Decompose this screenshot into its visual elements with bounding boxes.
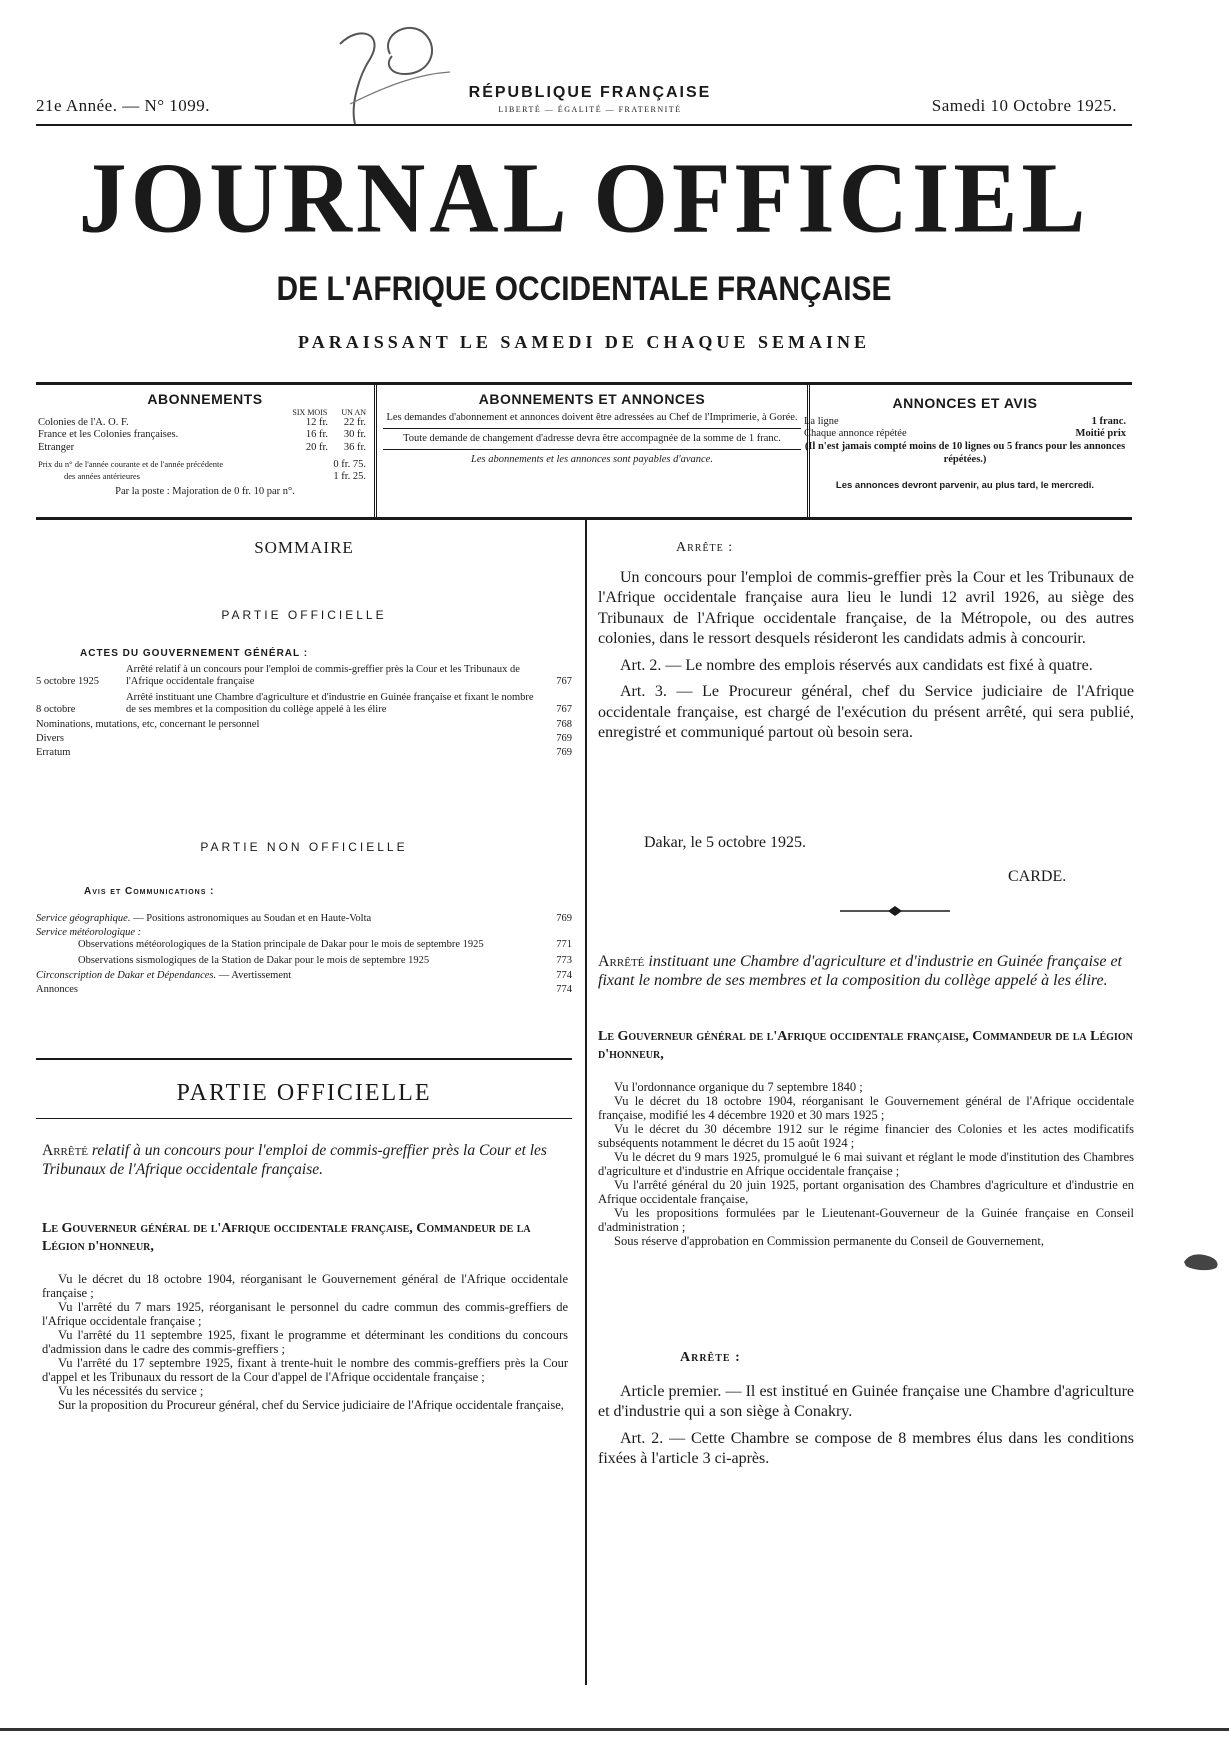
vu-item: Vu l'arrêté du 11 septembre 1925, fixant le programme et déterminant les conditions du concours d'admission dans le cadre des commis-greffiers ; xyxy=(42,1328,568,1356)
toc-text: Observations sismologiques de la Station de Dakar pour le mois de septembre 1925 xyxy=(78,955,430,967)
rate-an: 36 fr. xyxy=(343,441,366,453)
divider xyxy=(383,449,801,450)
rate-label: Étranger xyxy=(38,441,75,453)
vu-list xyxy=(42,1272,568,1412)
governor-preamble-2: Le Gouverneur général de l'Afrique occidentale française, Commandeur de la Légion d'honneur, xyxy=(598,1029,1133,1063)
toc-page: 769 xyxy=(556,746,572,758)
abonnements-annonces-heading: ABONNEMENTS ET ANNONCES xyxy=(478,391,706,407)
toc-service-label: Service géographique. xyxy=(36,913,131,924)
toc-line xyxy=(36,718,572,732)
arrete2-lead: Arrêté xyxy=(598,953,645,970)
rate-headers xyxy=(36,408,374,417)
meteo-label: Service météorologique : xyxy=(36,926,142,938)
price-row xyxy=(36,459,374,471)
toc-page: 768 xyxy=(556,719,572,731)
vu-item: Vu l'arrêté général du 20 juin 1925, portant organisation des Chambres d'agriculture et d'industrie en Afrique occidentale française, xyxy=(598,1178,1134,1206)
vu-item: Vu le décret du 18 octobre 1904, réorganisant le Gouvernement général de l'Afrique occidentale française ; xyxy=(42,1272,568,1300)
address-note: Les demandes d'abonnement et annonces doivent être adressées au Chef de l'Imprimerie, à Gorée. xyxy=(386,411,798,423)
article-paragraph: Un concours pour l'emploi de commis-greffier près la Cour et les Tribunaux de l'Afrique occidentale française aura lieu le lundi 12 avril 1926, au siège des Tribunaux de l'Afrique occidentale française, de la Métropole, ou des autres colonies, dans le ressort desquels résideront les candidats admis à concourir. xyxy=(598,569,1134,648)
journal-tagline: PARAISSANT LE SAMEDI DE CHAQUE SEMAINE xyxy=(298,332,870,352)
rate-label: France et les Colonies françaises. xyxy=(38,429,179,441)
toc-partie-non-officielle: PARTIE NON OFFICIELLE xyxy=(200,840,408,854)
toc-line xyxy=(36,732,572,746)
article-paragraph: Art. 3. — Le Procureur général, chef du Service judiciaire de l'Afrique occidentale française, est chargé de l'exécution du présent arrêté, qui sera publié, enregistré et communiqué partout où besoin sera. xyxy=(598,683,1134,742)
un-an-header: UN AN xyxy=(341,407,366,417)
vu-item: Vu le décret du 9 mars 1925, promulgué le 6 mai suivant et réglant le mode d'institution des Chambres d'agriculture et d'industrie en Afrique occidentale française ; xyxy=(598,1150,1134,1178)
arrete1-title-text: relatif à un concours pour l'emploi de commis-greffier près la Cour et les Tribunaux de l'Afrique occidentale française. xyxy=(42,1142,547,1178)
edition-number: 21e Année. — N° 1099. xyxy=(36,96,211,115)
toc-page: 769 xyxy=(556,732,572,744)
toc-line xyxy=(36,912,572,926)
price-value: 1 fr. 25. xyxy=(333,471,366,483)
arrete2-title xyxy=(598,952,1134,990)
page-bottom-edge xyxy=(0,1728,1229,1731)
toc-line xyxy=(36,969,572,983)
toc-page: 771 xyxy=(556,939,572,951)
arrete2-title-text: instituant une Chambre d'agriculture et d'industrie en Guinée française et fixant le nombre de ses membres et la composition du collège appelé à les élire. xyxy=(598,953,1122,990)
toc-text: Nominations, mutations, etc, concernant le personnel xyxy=(36,719,260,731)
deadline-note: Les annonces devront parvenir, au plus tard, le mercredi. xyxy=(835,480,1095,492)
vu-item: Vu l'arrêté du 17 septembre 1925, fixant à trente-huit le nombre des commis-greffiers près la Cour d'appel et les Tribunaux du ressort de la Cour d'appel de l'Afrique occidentale française ; xyxy=(42,1356,568,1384)
line-value: 1 franc. xyxy=(1091,415,1126,427)
rate-six: 16 fr. xyxy=(305,429,328,441)
republic-motto: LIBERTÉ — ÉGALITÉ — FRATERNITÉ xyxy=(498,105,682,114)
rate-label: Colonies de l'A. O. F. xyxy=(38,416,129,428)
arrete1-body xyxy=(598,568,1134,750)
arrete-label-2: Arrête : xyxy=(680,1350,741,1365)
annonces-note: (Il n'est jamais compté moins de 10 lignes ou 5 francs pour les annonces répétées.) xyxy=(804,441,1126,465)
vu-list-2 xyxy=(598,1080,1134,1248)
toc-partie-officielle: PARTIE OFFICIELLE xyxy=(221,608,387,622)
toc-text: — Positions astronomiques au Soudan et en Haute-Volta xyxy=(130,913,372,924)
rate-row xyxy=(36,429,374,441)
arrete-label: Arrête : xyxy=(676,540,734,555)
republic-label: RÉPUBLIQUE FRANÇAISE xyxy=(468,84,712,101)
vu-item: Vu les propositions formulées par le Lieutenant-Gouverneur de la Guinée française en Conseil d'administration ; xyxy=(598,1206,1134,1234)
toc-text: — Avertissement xyxy=(216,970,292,982)
column-divider xyxy=(585,520,587,1685)
signature: CARDE. xyxy=(1008,868,1067,885)
toc-page: 767 xyxy=(556,704,572,716)
rate-row xyxy=(36,417,374,429)
six-mois-header: SIX MOIS xyxy=(292,407,328,417)
place-date: Dakar, le 5 octobre 1925. xyxy=(644,834,806,851)
section-rule xyxy=(36,1118,572,1119)
handwritten-annotation xyxy=(330,14,460,134)
arrete2-articles xyxy=(598,1382,1134,1476)
toc-date: 8 octobre xyxy=(36,704,76,716)
article-paragraph: Art. 2. — Le nombre des emplois réservés aux candidats est fixé à quatre. xyxy=(620,656,1093,674)
partie-officielle-heading: PARTIE OFFICIELLE xyxy=(176,1080,432,1106)
abonnements-column xyxy=(36,385,377,517)
annonces-column xyxy=(798,385,1132,517)
rate-six: 20 fr. xyxy=(305,441,328,453)
article-paragraph: Art. 2. — Cette Chambre se compose de 8 membres élus dans les conditions fixées à l'article 3 ci-après. xyxy=(598,1429,1134,1468)
toc-service-label: Circonscription de Dakar et Dépendances. xyxy=(36,970,217,982)
non-officielle-entries xyxy=(36,912,572,997)
repeat-value: Moitié prix xyxy=(1075,427,1126,439)
annonces-heading: ANNONCES ET AVIS xyxy=(892,395,1038,411)
vu-item: Sous réserve d'approbation en Commission permanente du Conseil de Gouvernement, xyxy=(614,1234,1044,1248)
toc-entry xyxy=(36,664,572,688)
avis-heading: Avis et Communications : xyxy=(84,886,215,897)
issue-date: Samedi 10 Octobre 1925. xyxy=(931,96,1117,115)
vu-item: Vu le décret du 30 décembre 1912 sur le régime financier des Colonies et les actes modificatifs subséquents notamment le décret du 15 août 1924 ; xyxy=(598,1122,1134,1150)
header-rule xyxy=(36,124,1132,126)
abonnements-heading: ABONNEMENTS xyxy=(147,391,263,407)
line-label: La ligne xyxy=(804,415,839,427)
rate-six: 12 fr. xyxy=(305,416,328,428)
vu-item: Vu l'arrêté du 7 mars 1925, réorganisant le personnel du cadre commun des commis-greffiers de l'Afrique occidentale française ; xyxy=(42,1300,568,1328)
repeat-price-row xyxy=(798,428,1132,440)
toc-line xyxy=(36,746,572,760)
journal-subtitle: DE L'AFRIQUE OCCIDENTALE FRANÇAISE xyxy=(276,270,892,308)
republic-block xyxy=(430,84,750,114)
toc-page: 774 xyxy=(556,970,572,982)
toc-line xyxy=(36,983,572,997)
vu-item: Vu les nécessités du service ; xyxy=(58,1384,204,1398)
ornament-divider-icon xyxy=(840,905,950,917)
subscription-box xyxy=(36,382,1132,520)
toc-text: Divers xyxy=(36,732,64,744)
sommaire-title: SOMMAIRE xyxy=(254,538,354,557)
toc-page: 773 xyxy=(556,955,572,967)
change-address-note: Toute demande de changement d'adresse devra être accompagnée de la somme de 1 franc. xyxy=(403,432,781,444)
toc-text: Annonces xyxy=(36,984,78,996)
price-row xyxy=(36,471,374,483)
price-label: des années antérieures xyxy=(64,471,140,482)
toc-text: Arrêté relatif à un concours pour l'emploi de commis-greffier près la Cour et les Tribunaux de l'Afrique occidentale française xyxy=(126,664,520,688)
repeat-label: Chaque annonce répétée xyxy=(804,427,907,439)
arrete1-title xyxy=(42,1142,568,1179)
toc-date: 5 octobre 1925 xyxy=(36,676,99,688)
toc-page: 767 xyxy=(556,676,572,688)
toc-entry xyxy=(36,955,572,967)
toc-text: Arrêté instituant une Chambre d'agriculture et d'industrie en Guinée française et fixant le nombre de ses membres et la composition du collège appelé à les élire xyxy=(126,692,534,716)
toc-entries xyxy=(36,664,572,759)
arrete1-lead: Arrêté xyxy=(42,1142,89,1159)
price-value: 0 fr. 75. xyxy=(333,459,366,471)
toc-entry xyxy=(36,939,572,951)
line-price-row xyxy=(798,416,1132,428)
section-rule xyxy=(36,1058,572,1060)
vu-item: Vu l'ordonnance organique du 7 septembre 1840 ; xyxy=(614,1080,863,1094)
toc-text: Observations météorologiques de la Station principale de Dakar pour le mois de septembre 1925 xyxy=(78,939,484,951)
postal-surcharge: Par la poste : Majoration de 0 fr. 10 par n°. xyxy=(115,485,295,497)
payment-note: Les abonnements et les annonces sont payables d'avance. xyxy=(471,454,713,466)
vu-item: Sur la proposition du Procureur général, chef du Service judiciaire de l'Afrique occidentale française, xyxy=(58,1398,564,1412)
journal-title: JOURNAL OFFICIEL xyxy=(78,141,1090,254)
actes-heading: ACTES DU GOUVERNEMENT GÉNÉRAL : xyxy=(80,648,309,659)
vu-item: Vu le décret du 18 octobre 1904, réorganisant le Gouvernement général de l'Afrique occidentale française, modifié les 4 décembre 1920 et 30 mars 1925 ; xyxy=(598,1094,1134,1122)
rate-an: 30 fr. xyxy=(343,429,366,441)
price-label: Prix du n° de l'année courante et de l'année précédente xyxy=(38,459,224,470)
toc-text: Erratum xyxy=(36,746,71,758)
rate-an: 22 fr. xyxy=(343,416,366,428)
rate-row xyxy=(36,442,374,454)
article-paragraph: Article premier. — Il est institué en Guinée française une Chambre d'agriculture et d'industrie qui a son siège à Conakry. xyxy=(598,1383,1134,1421)
ink-smudge-icon xyxy=(1182,1250,1222,1272)
toc-page: 774 xyxy=(556,984,572,996)
toc-page: 769 xyxy=(556,913,572,924)
toc-entry xyxy=(36,692,572,716)
divider xyxy=(383,428,801,429)
governor-preamble: Le Gouverneur général de l'Afrique occidentale française, Commandeur de la Légion d'honneur, xyxy=(42,1221,531,1255)
abonnements-annonces-column xyxy=(377,385,810,517)
